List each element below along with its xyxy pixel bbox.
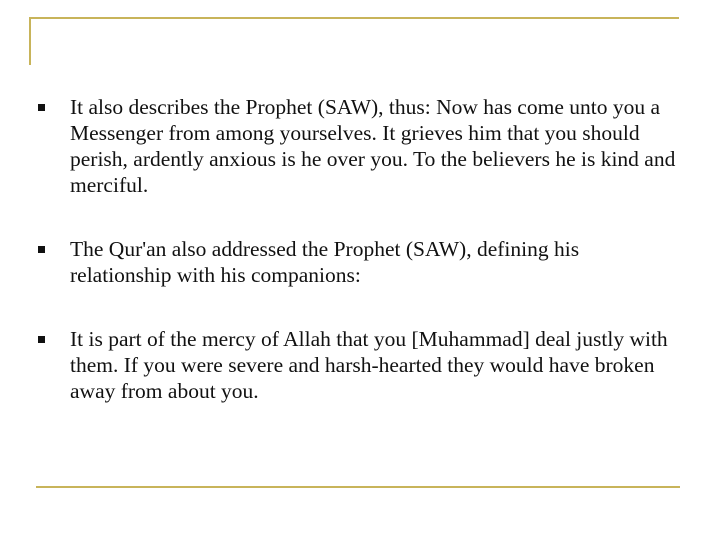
bullet-list — [38, 94, 678, 404]
bullet-item — [38, 94, 678, 198]
square-bullet-icon — [38, 246, 45, 253]
bullet-item — [38, 236, 678, 288]
bullet-text: It is part of the mercy of Allah that you [Muhammad] deal justly with them. If you were severe and harsh-hearted they would have broken away from about you. — [70, 327, 668, 403]
bullet-text: It also describes the Prophet (SAW), thus: Now has come unto you a Messenger from among yourselves. It grieves him that you should perish, ardently anxious is he over you. To the believers he is kind and merciful. — [70, 95, 676, 197]
square-bullet-icon — [38, 336, 45, 343]
bullet-text: The Qur'an also addressed the Prophet (SAW), defining his relationship with his companions: — [70, 237, 580, 287]
square-bullet-icon — [38, 104, 45, 111]
slide-frame-top-line — [29, 17, 679, 19]
slide-frame-left-line — [29, 17, 31, 65]
slide-frame-bottom-line — [36, 486, 680, 488]
bullet-item — [38, 326, 678, 404]
